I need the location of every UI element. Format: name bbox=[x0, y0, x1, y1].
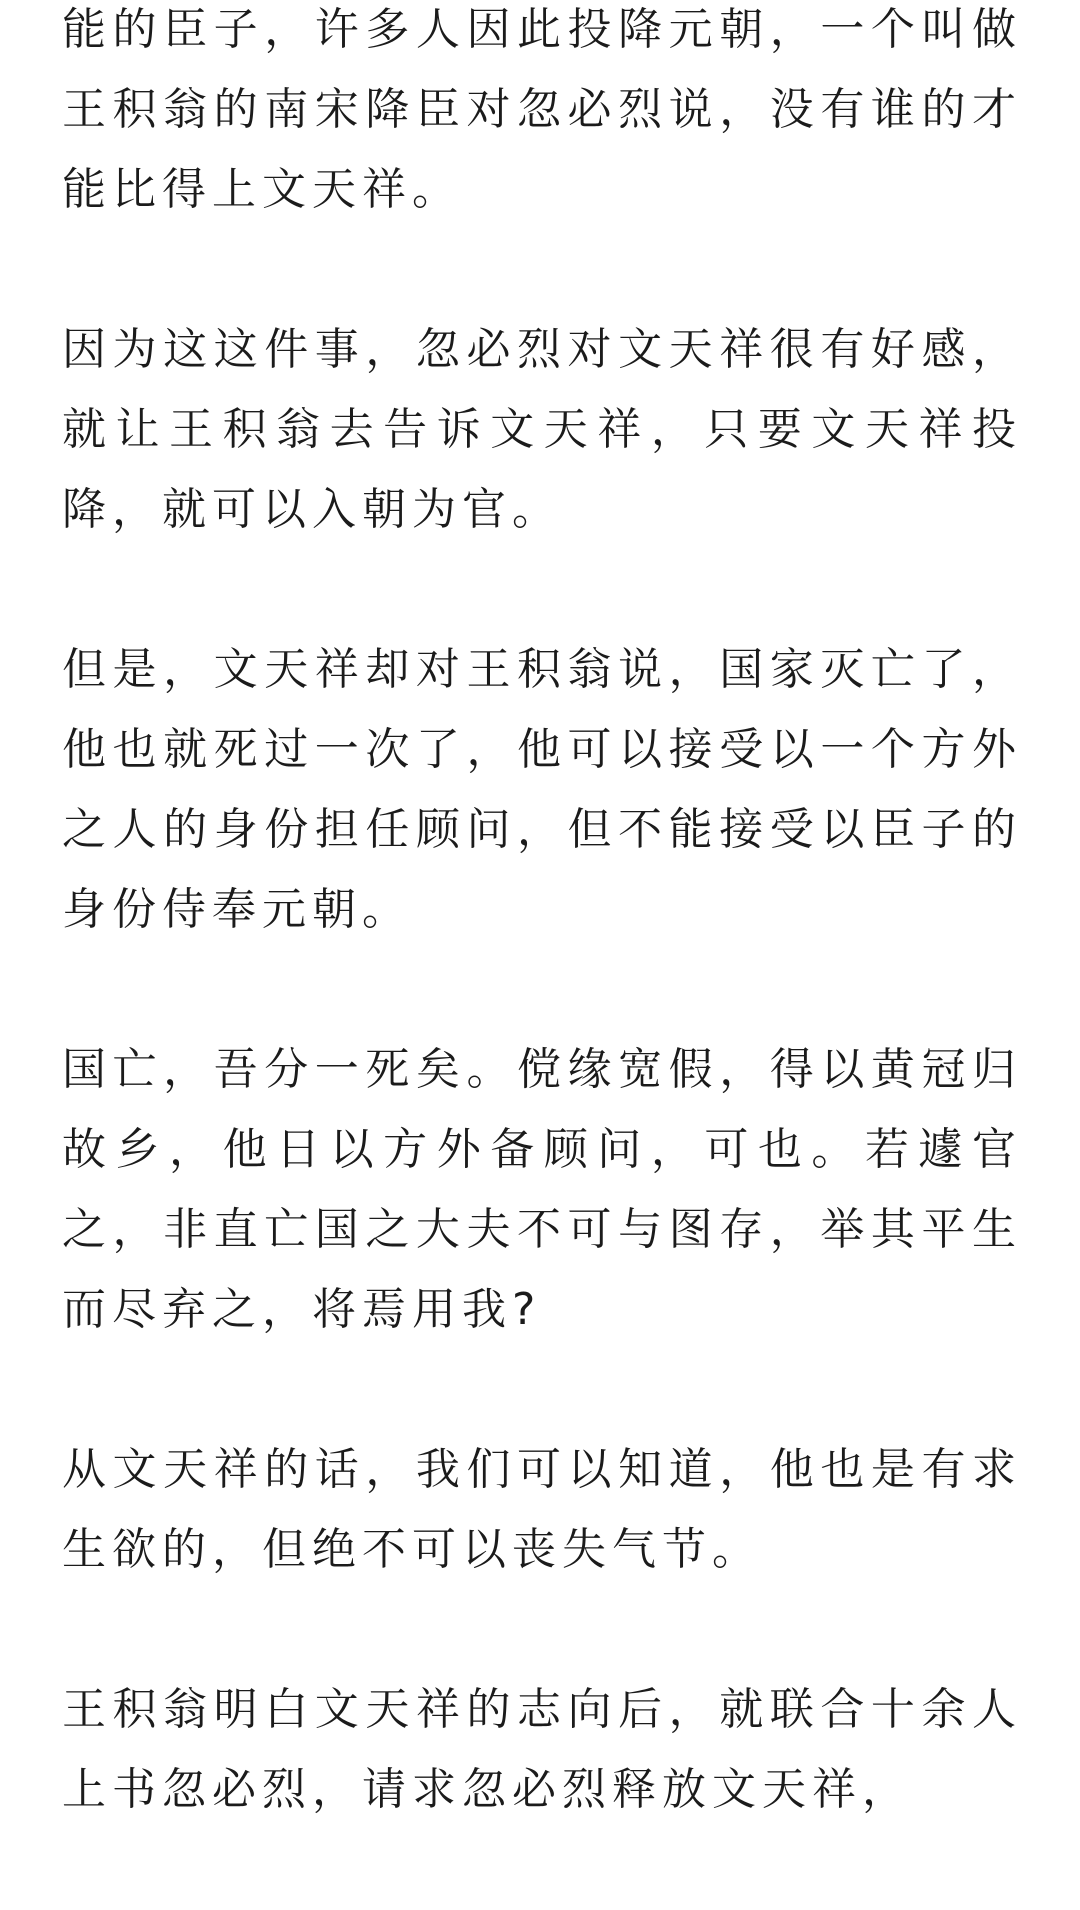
article-paragraph: 王积翁明白文天祥的志向后，就联合十余人上书忽必烈，请求忽必烈释放文天祥， bbox=[62, 1684, 1022, 1815]
article-paragraph: 国亡，吾分一死矣。傥缘宽假，得以黄冠归故乡，他日以方外备顾问，可也。若遽官之，非直亡国之大夫不可与图存，举其平生而尽弃之，将焉用我? bbox=[62, 1044, 1022, 1335]
article-paragraph: 从文天祥的话，我们可以知道，他也是有求生欲的，但绝不可以丧失气节。 bbox=[62, 1444, 1022, 1575]
article-paragraph: 因为这这件事，忽必烈对文天祥很有好感，就让王积翁去告诉文天祥，只要文天祥投降，就可以入朝为官。 bbox=[62, 324, 1022, 535]
article-paragraph: 能的臣子，许多人因此投降元朝，一个叫做王积翁的南宋降臣对忽必烈说，没有谁的才能比得上文天祥。 bbox=[62, 4, 1022, 215]
article-body bbox=[62, 0, 1022, 1910]
article-paragraph: 但是，文天祥却对王积翁说，国家灭亡了，他也就死过一次了，他可以接受以一个方外之人的身份担任顾问，但不能接受以臣子的身份侍奉元朝。 bbox=[62, 644, 1022, 935]
